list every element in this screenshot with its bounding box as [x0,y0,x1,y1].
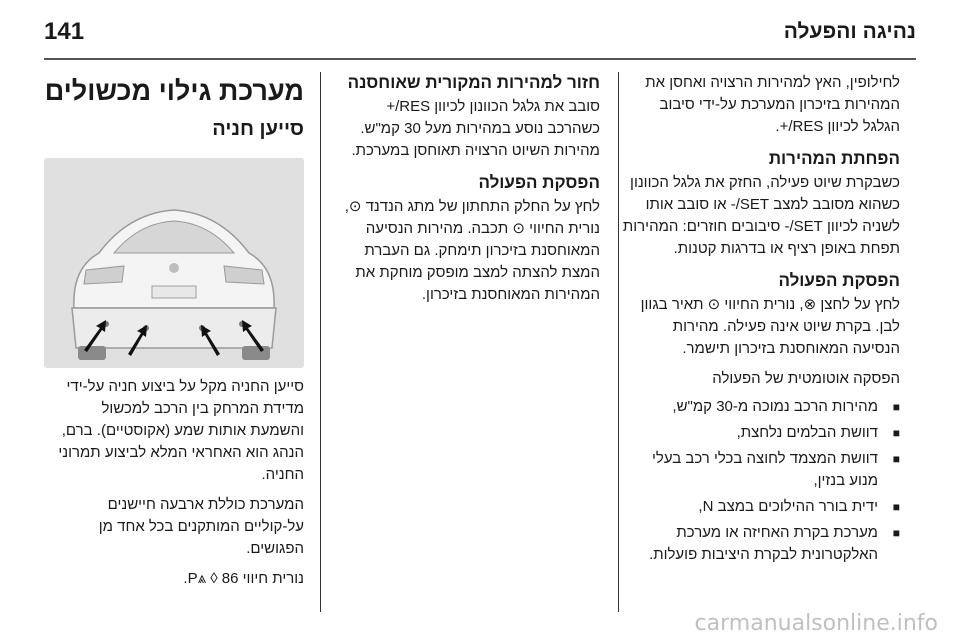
car-rear-drawing [44,158,304,368]
deactivation-heading: הפסקת הפעולה [778,271,900,290]
auto-deactivation-intro: הפסקה אוטומטית של הפעולה [712,370,900,387]
decrease-speed-heading: הפחתת המהירות [768,149,900,168]
sensor-description: המערכת כוללת ארבעה חיישנים על-קוליים המותקנים בכל אחד מן הפגושים. [98,496,304,557]
switch-off-text: לחץ על החלק התחתון של מתג הנדנד ⊙, נורית החיווי ⊙ תכבה. מהירות הנסיעה המאוחסנת בזיכרון תימחק. גם העברת המצת להצתה למצב מופסק מוחקת את המהירות המאוחסנת בזיכרון. [344,198,600,303]
decrease-speed-text: כשבקרת שיוט פעילה, החזק את גלגל הכוונון כשהוא מסובב למצב SET/- או סובב אותו לשניה לכיוון SET/- סיבובים חוזרים: המהירות תפחת באופן רציף או בדרגות קטנות. [622,174,900,257]
watermark: carmanualsonline.info [694,611,938,636]
resume-speed-text: סובב את גלגל הכוונון לכיוון RES/+ כשהרכב נוסע במהירות מעל 30 קמ"ש. מהירות השיוט הרצויה תאוחסן במערכת. [351,98,600,159]
page-number: 141 [44,18,85,45]
header-divider [44,58,916,60]
column-middle [338,72,600,306]
list-item: ■ דוושת המצמד לחוצה בכלי רכב בעלי מנוע בנזין, [622,448,900,492]
intro-paragraph: לחילופין, האץ למהירות הרצויה ואחסן את המהירות בזיכרון המערכת על-ידי סיבוב הגלגל לכיוון RES/+. [645,74,900,135]
list-item: ■ מהירות הרכב נמוכה מ-30 קמ"ש, [622,396,900,418]
page-header [44,14,916,48]
chapter-title: מערכת גילוי מכשולים [44,76,304,106]
column-divider [320,72,321,612]
column-right [622,72,900,570]
deactivation-text: לחץ על לחצן ⊗, נורית החיווי ⊙ תאיר בגוון לבן. בקרת שיוט אינה פעילה. מהירות הנסיעה המאוחסנת בזיכרון תישמר. [640,296,900,357]
column-left [44,72,304,590]
car-rear-sensors-illustration [44,158,304,368]
column-divider [618,72,619,612]
auto-deactivation-list [622,396,900,566]
list-item: ■ ידית בורר ההילוכים במצב N, [622,496,900,518]
list-item: ■ דוושת הבלמים נלחצת, [622,422,900,444]
switch-off-heading: הפסקת הפעולה [478,173,600,192]
section-title: נהיגה והפעלה [783,20,916,43]
chapter-subtitle: סייען חניה [212,118,304,140]
indicator-reference: נורית חיווי P⩓ ◊ 86. [183,570,304,587]
list-item: ■ מערכת בקרת האחיזה או מערכת האלקטרונית לבקרת היציבות פועלות. [622,522,900,566]
parking-assist-description: סייען החניה מקל על ביצוע חניה על-ידי מדידת המרחק בין הרכב למכשול והשמעת אותות שמע (אקוסטיים). ברם, הנהג הוא האחראי המלא לביצוע תמרוני החניה. [58,378,304,483]
resume-speed-heading: חזור למהירות המקורית שאוחסנה [347,73,600,92]
